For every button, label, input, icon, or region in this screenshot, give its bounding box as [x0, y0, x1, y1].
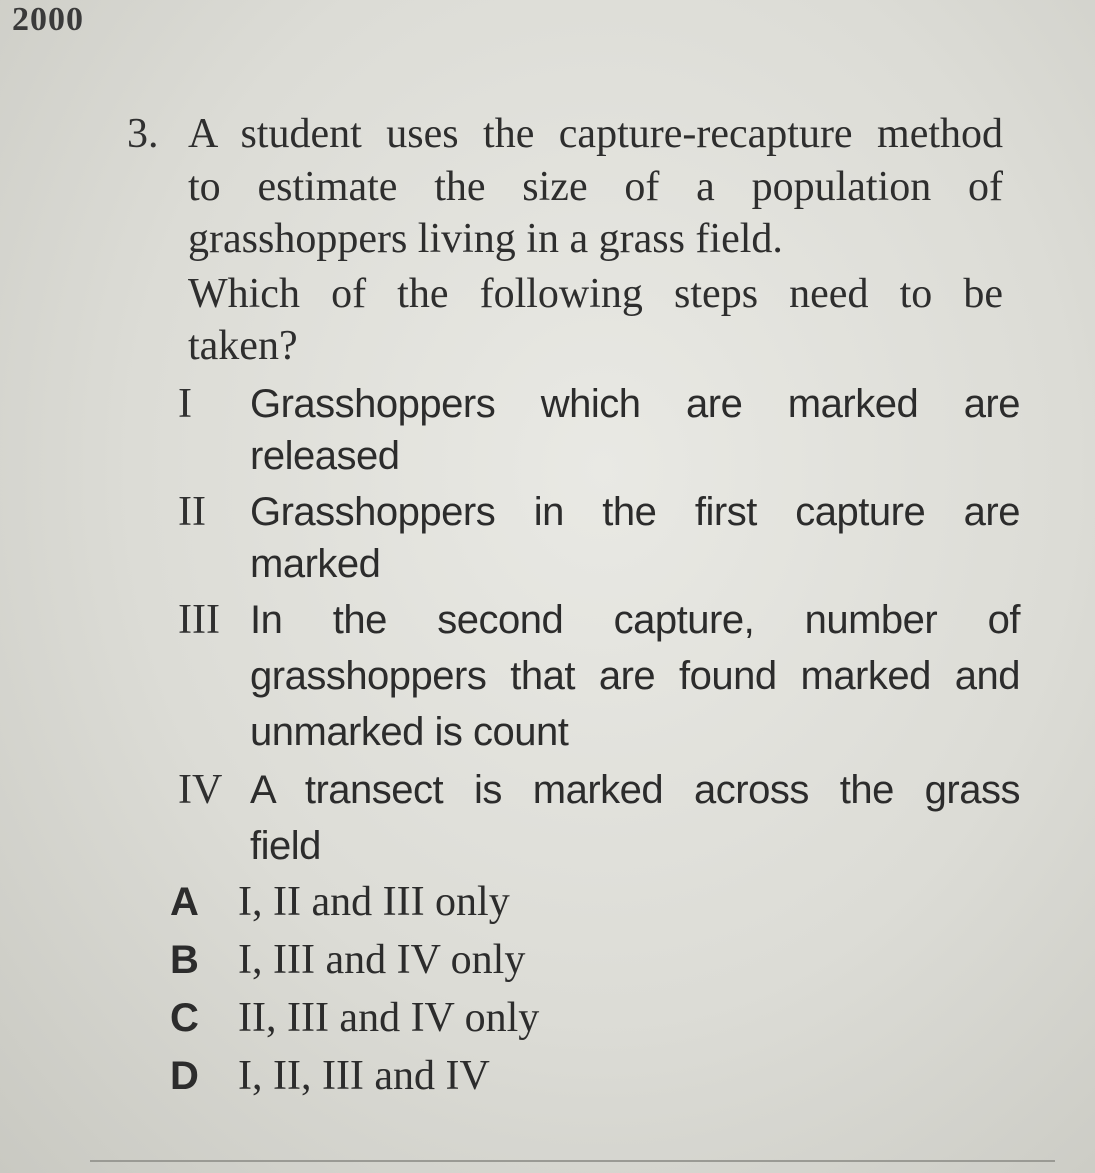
- option-letter-d: D: [170, 1054, 199, 1098]
- option-letter-c: C: [170, 996, 199, 1040]
- statement-text: grasshoppers that are found marked and: [250, 654, 1020, 698]
- option-text-c: II, III and IV only: [238, 995, 540, 1041]
- statement-text: released: [250, 434, 400, 478]
- statement-text: marked: [250, 542, 381, 586]
- option-text-a: I, II and III only: [238, 879, 510, 925]
- statement-text: field: [250, 824, 321, 868]
- statement-text: Grasshoppers which are marked are: [250, 382, 1020, 426]
- statement-text: A transect is marked across the grass: [250, 768, 1020, 812]
- statement-numeral: II: [178, 489, 206, 535]
- statement-numeral: III: [178, 597, 220, 643]
- exam-year: 2000: [12, 1, 84, 38]
- bottom-divider: [90, 1160, 1055, 1162]
- statement-numeral: I: [178, 381, 192, 427]
- question-stem-line: to estimate the size of a population of: [188, 164, 1003, 210]
- statement-text: In the second capture, number of: [250, 598, 1020, 642]
- question-number: 3.: [127, 111, 159, 157]
- question-stem-line: Which of the following steps need to be: [188, 271, 1003, 317]
- statement-numeral: IV: [178, 767, 223, 813]
- option-letter-b: B: [170, 938, 199, 982]
- option-text-d: I, II, III and IV: [238, 1053, 490, 1099]
- option-text-b: I, III and IV only: [238, 937, 526, 983]
- question-stem-line: grasshoppers living in a grass field.: [188, 216, 783, 262]
- statement-text: unmarked is count: [250, 710, 569, 754]
- question-stem-line: A student uses the capture-recapture method: [188, 111, 1003, 157]
- question-stem-line: taken?: [188, 323, 298, 369]
- statement-text: Grasshoppers in the first capture are: [250, 490, 1020, 534]
- option-letter-a: A: [170, 880, 199, 924]
